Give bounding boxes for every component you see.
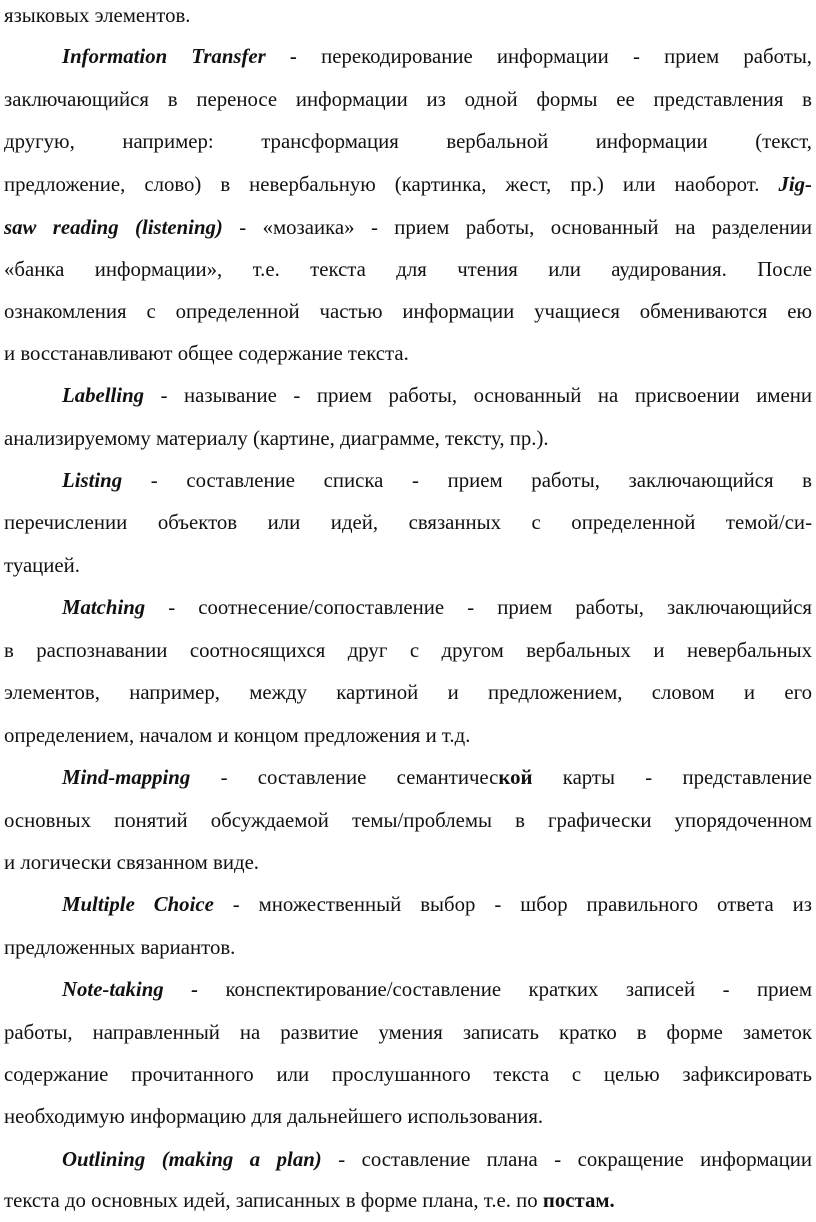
term-line-labelling: Labelling - называние - прием работы, основанный на присвоении имени: [62, 384, 812, 407]
text-line: работы, направленный на развитие умения записать кратко в форме заметок: [4, 1021, 812, 1044]
text-line: анализируемому материалу (картине, диаграмме, тексту, пр.).: [4, 427, 549, 450]
term-heading: Listing: [62, 469, 123, 492]
term-line-information-transfer: Information Transfer - перекодирование информации - прием работы,: [62, 45, 812, 68]
term-heading: Jig-: [778, 173, 812, 196]
text-line: и логически связанном виде.: [4, 851, 260, 874]
term-heading: Information Transfer -: [62, 45, 297, 68]
text-line: «банка информации», т.е. текста для чтения или аудирования. После: [4, 258, 812, 281]
term-line-matching: Matching - соотнесение/сопоставление - прием работы, заключающийся: [62, 596, 812, 619]
term-line-outlining: Outlining (making a plan) - составление плана - сокращение информации: [62, 1148, 812, 1171]
term-line-listing: Listing - составление списка - прием работы, заключающийся в: [62, 469, 812, 492]
term-heading: Labelling: [62, 384, 145, 407]
term-line-multiple-choice: Multiple Choice - множественный выбор - шбор правильного ответа из: [62, 893, 812, 916]
text-line: в распознавании соотносящихся друг с другом вербальных и невербальных: [4, 639, 812, 662]
term-heading: Outlining (making a plan): [62, 1148, 322, 1171]
text-line: текста до основных идей, записанных в форме плана, т.е. по постам.: [4, 1189, 615, 1212]
term-heading: Multiple Choice: [62, 893, 214, 916]
text-line: языковых элементов.: [4, 4, 191, 27]
text-line: элементов, например, между картиной и предложением, словом и его: [4, 681, 812, 704]
text-line: ознакомления с определенной частью информации учащиеся обмениваются ею: [4, 300, 812, 323]
term-line-jigsaw-reading: saw reading (listening) - «мозаика» - прием работы, основанный на разделении: [4, 216, 812, 239]
term-heading: Note-taking -: [62, 978, 199, 1001]
term-line-mind-mapping: Mind-mapping - составление семантической карты - представление: [62, 766, 812, 789]
text-line: определением, началом и концом предложения и т.д.: [4, 724, 471, 747]
text-line: другую, например: трансформация вербальной информации (текст,: [4, 130, 812, 153]
text-line: необходимую информацию для дальнейшего использования.: [4, 1105, 544, 1128]
term-heading: Mind-mapping: [62, 766, 191, 789]
text-line: перечислении объектов или идей, связанных с определенной темой/си-: [4, 511, 812, 534]
term-heading: saw reading (listening): [4, 216, 223, 239]
text-line: основных понятий обсуждаемой темы/проблемы в графически упорядоченном: [4, 809, 812, 832]
text-line: предложение, слово) в невербальную (картинка, жест, пр.) или наоборот. Jig-: [4, 173, 812, 196]
text-line: и восстанавливают общее содержание текста.: [4, 342, 409, 365]
text-line: туацией.: [4, 554, 80, 577]
text-line: предложенных вариантов.: [4, 936, 236, 959]
text-line: заключающийся в переносе информации из одной формы ее представления в: [4, 88, 812, 111]
text-line: содержание прочитанного или прослушанного текста с целью зафиксировать: [4, 1063, 812, 1086]
term-heading: Matching: [62, 596, 146, 619]
term-line-note-taking: Note-taking - конспектирование/составление кратких записей - прием: [62, 978, 813, 1001]
